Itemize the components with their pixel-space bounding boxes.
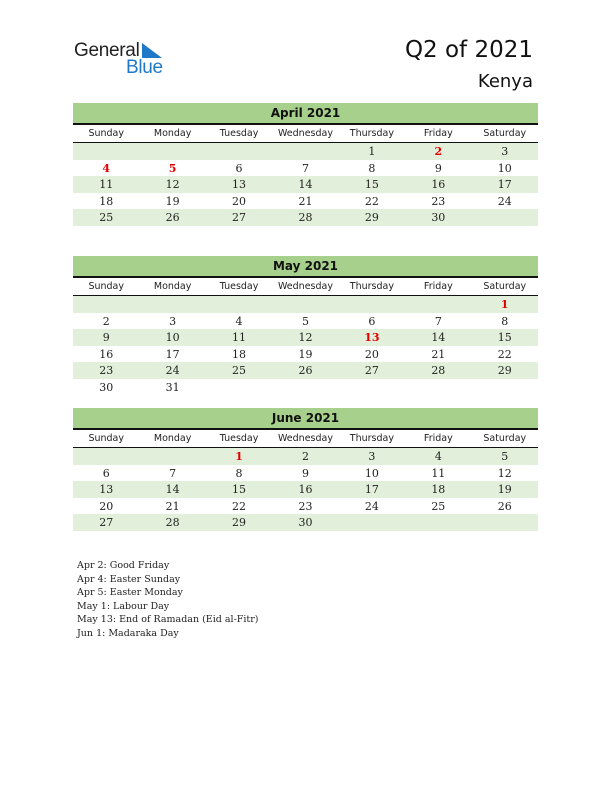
weekday-label: Monday xyxy=(153,433,192,444)
day-cell xyxy=(206,379,272,396)
weekday-label: Thursday xyxy=(349,433,394,444)
day-cell: 7 xyxy=(301,161,309,175)
day-cell: 19 xyxy=(497,483,512,496)
day-cell: 2 xyxy=(301,450,309,463)
day-cell: 13 xyxy=(99,483,114,496)
logo-blue-text: Blue xyxy=(126,57,163,78)
country-name: Kenya xyxy=(477,71,533,92)
day-cell: 17 xyxy=(497,178,512,191)
day-cell xyxy=(73,448,139,465)
day-cell: 27 xyxy=(232,211,247,224)
day-cell: 16 xyxy=(431,178,446,191)
day-cell xyxy=(73,296,139,313)
day-cell: 8 xyxy=(368,161,376,175)
month-title: June 2021 xyxy=(73,408,538,430)
day-cell xyxy=(339,296,405,313)
day-cell: 17 xyxy=(364,483,379,496)
day-cell: 3 xyxy=(501,145,509,158)
month-title: April 2021 xyxy=(73,103,538,125)
day-cell: 5 xyxy=(168,161,177,175)
day-cell: 1 xyxy=(235,450,243,463)
day-cell: 1 xyxy=(368,145,376,158)
day-cell: 26 xyxy=(165,211,180,224)
weekday-header xyxy=(73,125,538,143)
day-cell: 21 xyxy=(165,499,180,513)
holiday-list xyxy=(77,559,258,640)
day-cell: 24 xyxy=(165,364,180,377)
weekday-label: Tuesday xyxy=(219,433,259,444)
day-cell: 5 xyxy=(501,450,509,463)
day-cell: 11 xyxy=(431,466,446,480)
day-cell: 24 xyxy=(364,499,379,513)
weekday-label: Tuesday xyxy=(219,128,259,139)
week-row xyxy=(73,448,538,465)
day-cell: 25 xyxy=(99,211,114,224)
day-cell: 10 xyxy=(165,331,180,344)
day-cell: 14 xyxy=(165,483,180,496)
day-cell: 2 xyxy=(102,314,110,328)
weekday-label: Friday xyxy=(423,281,453,292)
day-cell: 4 xyxy=(235,314,243,328)
day-cell: 18 xyxy=(232,347,247,361)
day-cell: 7 xyxy=(169,466,177,480)
weekday-label: Friday xyxy=(423,433,453,444)
day-cell: 6 xyxy=(102,466,110,480)
weekday-label: Monday xyxy=(153,128,192,139)
day-cell: 17 xyxy=(165,347,180,361)
weekday-label: Saturday xyxy=(483,433,527,444)
day-cell: 3 xyxy=(368,450,376,463)
day-cell: 16 xyxy=(99,347,114,361)
page-title: Q2 of 2021 xyxy=(404,37,533,63)
day-cell: 27 xyxy=(99,516,114,529)
day-cell xyxy=(472,379,538,396)
day-cell: 27 xyxy=(364,364,379,377)
day-cell: 1 xyxy=(500,298,509,311)
day-cell: 15 xyxy=(232,483,247,496)
day-cell: 23 xyxy=(431,194,446,208)
weekday-header xyxy=(73,278,538,296)
day-cell xyxy=(206,296,272,313)
day-cell xyxy=(272,379,338,396)
day-cell: 23 xyxy=(99,364,114,377)
day-cell: 8 xyxy=(501,314,509,328)
holiday-list-item: Apr 4: Easter Sunday xyxy=(77,573,181,585)
day-cell: 26 xyxy=(497,499,512,513)
day-cell: 5 xyxy=(301,314,309,328)
day-cell: 7 xyxy=(434,314,442,328)
day-cell: 21 xyxy=(431,347,446,361)
week-row xyxy=(73,498,538,515)
day-cell: 30 xyxy=(298,516,313,529)
week-row xyxy=(73,514,538,531)
weekday-label: Saturday xyxy=(483,128,527,139)
day-cell: 4 xyxy=(102,161,111,175)
weekday-label: Sunday xyxy=(88,281,124,292)
week-row xyxy=(73,362,538,379)
week-row xyxy=(73,481,538,498)
holiday-list-item: Apr 5: Easter Monday xyxy=(77,587,183,598)
day-cell: 3 xyxy=(169,314,177,328)
week-row xyxy=(73,160,538,177)
holiday-list-item: Jun 1: Madaraka Day xyxy=(77,627,179,639)
day-cell: 22 xyxy=(497,347,512,361)
weekday-label: Saturday xyxy=(483,281,527,292)
day-cell: 9 xyxy=(102,331,110,344)
day-cell: 9 xyxy=(434,161,442,175)
week-row xyxy=(73,465,538,482)
day-cell: 23 xyxy=(298,499,313,513)
day-cell: 31 xyxy=(165,380,180,394)
logo xyxy=(74,40,174,80)
day-cell xyxy=(139,296,205,313)
day-cell xyxy=(272,143,338,160)
day-cell: 22 xyxy=(232,499,247,513)
week-row xyxy=(73,296,538,313)
weekday-label: Wednesday xyxy=(277,281,333,292)
weekday-label: Wednesday xyxy=(277,128,333,139)
day-cell: 4 xyxy=(434,450,442,463)
weekday-header xyxy=(73,430,538,448)
day-cell: 29 xyxy=(364,211,379,224)
day-cell: 29 xyxy=(497,364,512,377)
day-cell: 28 xyxy=(298,211,313,224)
day-cell: 20 xyxy=(232,194,247,208)
day-cell: 11 xyxy=(99,178,114,191)
day-cell: 14 xyxy=(298,178,313,191)
day-cell: 19 xyxy=(165,194,180,208)
day-cell xyxy=(73,143,139,160)
day-cell: 25 xyxy=(232,364,247,377)
month-calendar xyxy=(73,408,538,531)
logo-triangle-icon xyxy=(142,43,162,58)
month-title: May 2021 xyxy=(73,256,538,278)
day-cell: 11 xyxy=(232,331,247,344)
holiday-list-item: Apr 2: Good Friday xyxy=(77,560,170,571)
day-cell: 18 xyxy=(99,194,114,208)
day-cell: 6 xyxy=(368,314,376,328)
day-cell: 12 xyxy=(165,178,180,191)
week-row xyxy=(73,193,538,210)
week-row xyxy=(73,346,538,363)
day-cell: 26 xyxy=(298,364,313,377)
weekday-label: Thursday xyxy=(349,128,394,139)
day-cell xyxy=(405,514,471,531)
day-cell: 10 xyxy=(364,466,379,480)
day-cell: 13 xyxy=(364,331,380,344)
day-cell: 21 xyxy=(298,194,313,208)
week-row xyxy=(73,313,538,330)
day-cell: 16 xyxy=(298,483,313,496)
week-row xyxy=(73,176,538,193)
day-cell: 12 xyxy=(298,331,313,344)
day-cell: 18 xyxy=(431,483,446,496)
day-cell: 25 xyxy=(431,499,446,513)
holiday-list-item: May 13: End of Ramadan (Eid al-Fitr) xyxy=(77,614,259,625)
day-cell xyxy=(272,296,338,313)
day-cell xyxy=(206,143,272,160)
day-cell: 10 xyxy=(497,161,512,175)
day-cell: 12 xyxy=(497,466,512,480)
weekday-label: Sunday xyxy=(88,433,124,444)
day-cell xyxy=(405,296,471,313)
day-cell: 2 xyxy=(434,145,443,158)
day-cell xyxy=(405,379,471,396)
day-cell: 24 xyxy=(497,194,512,208)
day-cell: 28 xyxy=(431,364,446,377)
week-row xyxy=(73,143,538,160)
day-cell: 6 xyxy=(235,161,243,175)
day-cell: 9 xyxy=(301,466,309,480)
day-cell: 15 xyxy=(364,178,379,191)
day-cell: 22 xyxy=(364,194,379,208)
day-cell xyxy=(139,143,205,160)
day-cell: 30 xyxy=(99,380,114,394)
day-cell: 14 xyxy=(431,331,446,344)
month-calendar xyxy=(73,256,538,395)
week-row xyxy=(73,209,538,226)
week-row xyxy=(73,379,538,396)
week-row xyxy=(73,329,538,346)
holiday-list-item: May 1: Labour Day xyxy=(77,600,170,612)
day-cell: 13 xyxy=(232,178,247,191)
weekday-label: Monday xyxy=(153,281,192,292)
weekday-label: Thursday xyxy=(349,281,394,292)
day-cell xyxy=(139,448,205,465)
day-cell xyxy=(339,379,405,396)
weekday-label: Sunday xyxy=(88,128,124,139)
day-cell: 29 xyxy=(232,516,247,529)
day-cell: 28 xyxy=(165,516,180,529)
weekday-label: Tuesday xyxy=(219,281,259,292)
day-cell: 8 xyxy=(235,466,243,480)
month-calendar xyxy=(73,103,538,226)
weekday-label: Wednesday xyxy=(277,433,333,444)
day-cell xyxy=(472,514,538,531)
day-cell xyxy=(472,209,538,226)
day-cell: 20 xyxy=(99,499,114,513)
day-cell: 15 xyxy=(497,331,512,344)
day-cell: 19 xyxy=(298,347,313,361)
logo-general-text: General xyxy=(74,40,140,61)
day-cell xyxy=(339,514,405,531)
day-cell: 20 xyxy=(364,347,379,361)
day-cell: 30 xyxy=(431,211,446,224)
weekday-label: Friday xyxy=(423,128,453,139)
